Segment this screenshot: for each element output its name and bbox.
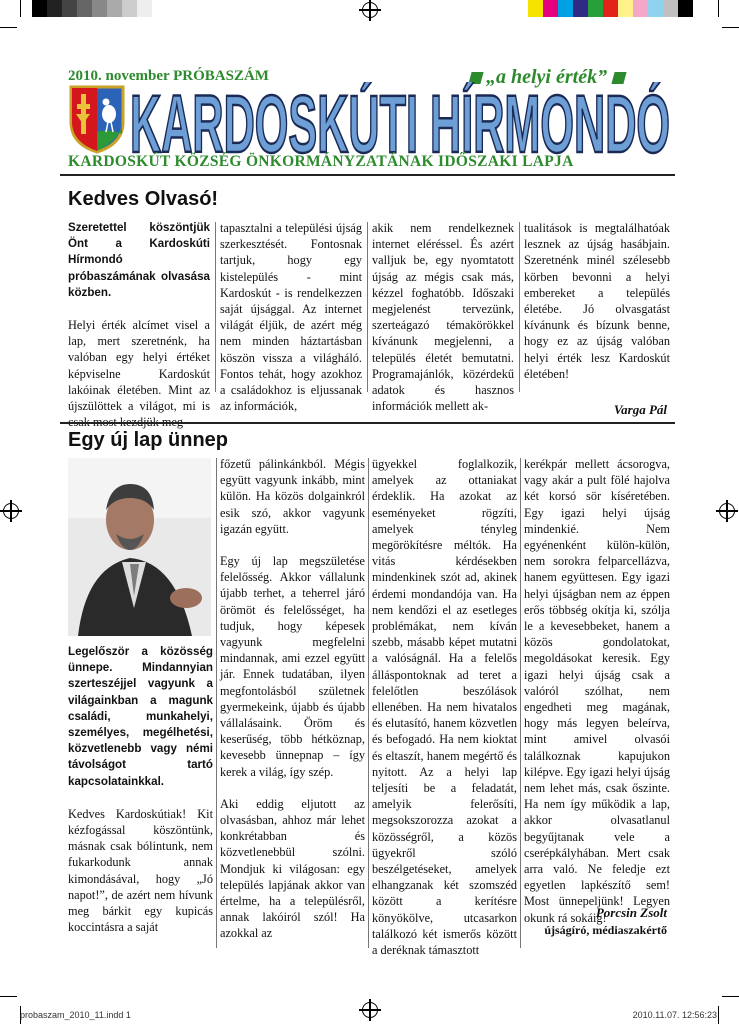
author-photo [68, 458, 211, 636]
column-divider [215, 222, 216, 392]
article2-lead: Legelőször a közösség ünnepe. Mindannyian szerteszéjjel vagyunk a világainkban a magunk családi, munkahelyi, személyes, megélhetési, közvetlenebb vagy némi távolságot tartó kapcsolatainkkal. [68, 645, 213, 788]
crop-mark [20, 0, 21, 17]
article1-text: tualitások is megtalálhatóak lesznek az újság hasábjain. Szeretnénk minél szélesebb körben bevonni a helyi embereket a település életébe. Jó olvasgatást kívánunk és bízunk benne, hogy ez az újság valóban helyi érték lesz Kardoskút életében! [524, 221, 670, 381]
article2-column-2 [220, 456, 365, 958]
article1-text: tapasztalni a települési újság szerkesztését. Fontosnak tartjuk, hogy egy kistelepülés - mint Kardoskút - is rendelkezzen saját újsággal. Az internet világát éljük, de azért még nem minden háztartásban köszön vissza a világháló. Fontos tehát, hogy azokhoz a családokhoz is eljussanak az információk, [220, 221, 362, 414]
color-bar [528, 0, 693, 17]
newspaper-title-text: KARDOSKÚTI HÍRMONDÓ [130, 82, 670, 162]
article2-text: ügyekkel foglalkozik, amelyek az ottaniakat érdeklik. Ha azokat az eseményeket rögzíti, amelyek tényleg megörökítésre méltók. Ha vitás kérdésekben mindenkinek szót ad, akinek érdemi mondandója van. Ha nem kendőzi el az esetleges problémákat, nem kíván szebb, másabb képet mutatni a valóságnál. Ha a felelős álláspontoknak ad teret a felelőtlen beszólások ellenében. Ha nem hivatalos és elutasító, hanem közvetlen és befogadó. Ha nem kioktat és eltaszít, hanem megértő és nyitott. Az a helyi lap teljesíti be a feladatát, amelyik felerősíti, megsokszorozza azokat a közösségről, a közös ügyekről szóló beszélgetéseket, amelyek elhangzanak két szomszéd között a kerítésre könyökölve, utcasarkon találkozó két ismerős között a deréknak támasztott [372, 457, 517, 958]
column-divider [216, 458, 217, 948]
newspaper-title [128, 82, 673, 162]
divider [60, 422, 675, 424]
registration-mark-bottom [362, 1002, 378, 1018]
article2-text: Egy új lap megszületése felelősség. Akkor vállalunk újabb terhet, a teherrel járó örömöt és felelősséget, ha tudjuk, hogy képesek vagyunk megfelelni mindannak, ami ezzel együtt jár. Ennek tudatában, ilyen megfontolásból születnek gyermekeink, újabb és újabb vállalásaink. Öröm és keserűség, több hétköznap, kevesebb ünnepnap – így kerek a világ, így szép. [220, 554, 365, 779]
article1-column-2 [220, 220, 362, 430]
column-divider [519, 222, 520, 392]
column-divider [367, 222, 368, 392]
registration-mark-right [719, 503, 735, 519]
registration-mark-top [362, 2, 378, 18]
article2-column-1 [68, 644, 213, 951]
article2-column-3 [372, 456, 517, 974]
footer-timestamp: 2010.11.07. 12:56:23 [632, 1010, 717, 1020]
article1-column-4 [524, 220, 670, 398]
crop-mark [718, 0, 719, 17]
registration-mark-left [3, 503, 19, 519]
article1-text: Helyi érték alcímet visel a lap, mert szeretnénk, ha valóban egy helyi értéket képviselne Kardoskút lakóinak életében. Mint az újszülöttek a világot, mi is [68, 318, 210, 414]
column-divider [520, 458, 521, 948]
article2-text: Aki eddig eljutott az olvasásban, ahhoz már lehet konkrétabban és közvetlenebbül szólni. Mondjuk ki világosan: egy település lapjának akkor van értelme, ha a településről, annak lakóiról szól! Ha azokkal az [220, 796, 365, 941]
article1-column-1 [68, 220, 210, 446]
article2-signature-role: újságíró, médiaszakértő [544, 923, 667, 937]
crop-mark [718, 1006, 719, 1024]
crop-mark [722, 996, 739, 997]
column-divider [368, 458, 369, 948]
article1-heading: Kedves Olvasó! [68, 188, 219, 210]
slogan: „a helyi érték” [470, 66, 625, 89]
article2-text: kerékpár mellett ácsorogva, vagy akár a pult fölé hajolva két korsó sör kíséretében. Egy igazi helyi újság mindenkié. Nem egyénenként külön-külön, nem sorokra felparcellázva, hanem együttesen. Egy igazi helyi újságban nem az éppen erős többség okítja ki, szólja le a kevesebbeket, hanem a közös gondolatokat, megoldásokat keresik. Egy igazi helyi újság csak a valóról szólhat, nem engedheti meg magának, hogy más legyen beleírva, mint amivel olvasói találkoznak kapujukon kilépve. Egy igazi helyi újság nem lehet más, csak őszinte. Ha nem így működik a lap, akkor olvasatlanul begyűjtanak vele a cserépkályhában. Mert csak arra való. Ne feledje ezt egyetlen lapkészítő sem! Most ünnepeljünk! Legyen okunk rá sokáig! [524, 457, 670, 925]
article2-column-4 [524, 456, 670, 942]
grayscale-bar [32, 0, 152, 17]
crop-mark [722, 27, 739, 28]
article2-signature: Porcsin Zsolt [595, 905, 667, 920]
coat-of-arms-icon [68, 84, 126, 154]
article1-text: akik nem rendelkeznek internet eléréssel. És azért valljuk be, egy nyomtatott újság az mégis csak más, kézzel foghatóbb. Időszaki megjelenést tervezünk, szerteágazó témakörökkel kívánunk megjelenni, a település életét bemutatni. Programajánlók, közérdekű adatok és hasznos információk mellett ak- [372, 221, 514, 414]
article1-signature: Varga Pál [613, 402, 667, 417]
crop-mark [0, 996, 17, 997]
article1-column-3 [372, 220, 514, 430]
footer-filename: probaszam_2010_11.indd 1 [20, 1010, 131, 1020]
article2-text: főzetű pálinkánkból. Mégis együtt vagyunk inkább, mint külön. Ha közös dolgainkról esik szó, akkor vagyunk igazán együtt. [220, 457, 365, 536]
issue-date: 2010. november PRÓBASZÁM [68, 68, 269, 84]
divider [60, 174, 675, 176]
article2-heading: Egy új lap ünnep [68, 429, 229, 451]
newspaper-subtitle: KARDOSKÚT KÖZSÉG ÖNKORMÁNYZATÁNAK IDŐSZAKI LAPJA [68, 153, 574, 170]
article2-text: Kedves Kardoskútiak! Kit kézfogással köszöntünk, másnak csak bólintunk, nem fukarkodunk annak kimondásával, hogy „Jó napot!”, de azért nem hívunk meg bárkit egy kupicás koccintásra a saját [68, 806, 213, 935]
article1-lead: Szeretettel köszöntjük Önt a Kardoskúti Hírmondó próbaszámának olvasása közben. [68, 221, 210, 299]
crop-mark [0, 27, 17, 28]
